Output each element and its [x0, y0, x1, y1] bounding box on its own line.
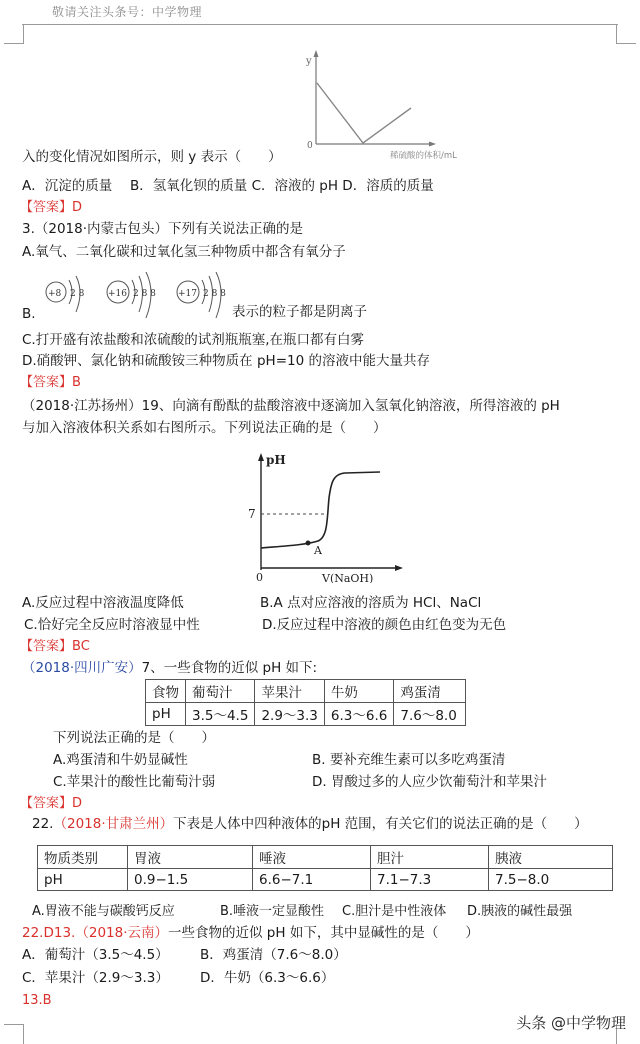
svg-text:0: 0 [307, 141, 313, 151]
q5-option-d: D.胰液的碱性最强 [467, 904, 573, 919]
table-row: pH 0.9−1.5 6.6−7.1 7.1−7.3 7.5−8.0 [38, 869, 613, 891]
q5-option-b: B.唾液一定显酸性 [220, 904, 325, 919]
svg-text:2 8 8: 2 8 8 [133, 289, 156, 299]
q2-stem: 3.（2018·内蒙古包头）下列有关说法正确的是 [22, 221, 304, 237]
q4-prompt: 下列说法正确的是（ ） [53, 730, 215, 746]
table-row: pH 3.5～4.5 2.9～3.3 6.3～6.6 7.6～8.0 [146, 703, 466, 726]
q6-answer: 13.B [22, 993, 52, 1008]
q3-option-a: A.反应过程中溶液温度降低 [22, 595, 184, 611]
q5-option-a: A.胃液不能与碳酸钙反应 [32, 904, 175, 919]
header-divider [22, 24, 618, 25]
q3-option-c: C.恰好完全反应时溶液显中性 [24, 617, 200, 633]
chart1-ylabel: y [306, 56, 312, 67]
q3-answer: 【答案】BC [20, 639, 90, 654]
chart1-xlabel: 稀硫酸的体积/mL [390, 151, 457, 160]
q5-stem-line: 22.（2018·甘肃兰州）下表是人体中四种液体的pH 范围，有关它们的说法正确的是（ ） [32, 816, 588, 832]
q3-option-d: D.反应过程中溶液的颜色由红色变为无色 [262, 617, 507, 633]
q3-stem-line1: （2018·江苏扬州）19、向滴有酚酞的盐酸溶液中逐滴加入氢氧化钠溶液，所得溶液的 pH [22, 398, 560, 414]
svg-text:+16: +16 [108, 289, 127, 299]
chart-y-vs-acid-volume [290, 40, 490, 160]
chart2-ytick-7: 7 [248, 507, 256, 521]
q4-option-a: A.鸡蛋清和牛奶显碱性 [53, 752, 188, 768]
q6-stem-line: 22.D13.（2018·云南）一些食物的近似 pH 如下，其中显碱性的是（ ） [22, 925, 479, 941]
q4-option-b: B. 要补充维生素可以多吃鸡蛋清 [312, 752, 506, 768]
chart2-xlabel: V(NaOH) [322, 572, 374, 583]
q2-answer: 【答案】B [20, 375, 81, 390]
q4-stem-line [22, 659, 317, 677]
q5-answer: 22.D [22, 925, 54, 941]
atom-s [107, 272, 156, 318]
q6-stem: 一些食物的近似 pH 如下，其中显碱性的是（ ） [168, 925, 479, 941]
chart-ph-vs-naoh [240, 448, 420, 583]
q3-stem-line2: 与加入溶液体积关系如右图所示。下列说法正确的是（ ） [22, 420, 387, 436]
q4-answer: 【答案】D [20, 796, 83, 811]
q4-option-d: D. 胃酸过多的人应少饮葡萄汁和苹果汁 [312, 774, 547, 790]
q1-options: A．沉淀的质量 B．氢氧化钡的质量 C．溶液的 pH D．溶质的质量 [22, 178, 434, 194]
svg-text:+8: +8 [48, 289, 62, 299]
table-header-row: 物质类别 胃液 唾液 胆汁 胰液 [38, 846, 613, 869]
crop-mark-bottom-left [4, 1024, 24, 1044]
q4-stem: 7、一些食物的近似 pH 如下: [141, 660, 318, 676]
crop-mark-top-left [4, 24, 24, 44]
q5-source: （2018·甘肃兰州） [53, 816, 174, 832]
q2-option-a: A.氧气、二氧化碳和过氧化氢三种物质中都含有氧分子 [22, 244, 346, 260]
chart2-point-a: A [314, 544, 322, 557]
crop-mark-top-right [616, 24, 636, 44]
atom-cl [177, 272, 226, 318]
q6-option-c: C．苹果汁（2.9～3.3） [22, 970, 169, 986]
svg-text:+17: +17 [178, 289, 197, 299]
q5-body-fluid-ph-table [37, 845, 613, 891]
svg-text:2 8: 2 8 [70, 289, 85, 299]
q1-stem: 入的变化情况如图所示，则 y 表示（ ） [22, 149, 282, 165]
q1-answer: 【答案】D [20, 200, 83, 215]
q2-option-b-suffix: 表示的粒子都是阴离子 [232, 304, 367, 320]
watermark: 头条 @中学物理 [516, 1014, 626, 1032]
q4-food-ph-table [145, 679, 466, 726]
svg-text:2 8 8: 2 8 8 [203, 289, 226, 299]
atom-o [46, 276, 85, 312]
chart2-ylabel: pH [266, 453, 286, 467]
q2-option-c: C.打开盛有浓盐酸和浓硫酸的试剂瓶瓶塞,在瓶口都有白雾 [22, 332, 365, 348]
svg-text:0: 0 [256, 571, 263, 583]
q2-option-d: D.硝酸钾、氯化钠和硫酸铵三种物质在 pH=10 的溶液中能大量共存 [22, 353, 430, 369]
q6-option-d: D．牛奶（6.3～6.6） [200, 970, 335, 986]
q3-option-b: B.A 点对应溶液的溶质为 HCl、NaCl [260, 595, 482, 611]
q6-option-b: B．鸡蛋清（7.6～8.0） [200, 947, 347, 963]
q5-option-c: C.胆汁是中性液体 [342, 904, 447, 919]
page-header: 敬请关注头条号：中学物理 [52, 5, 203, 19]
q2-option-b-prefix: B. [22, 306, 36, 322]
table-header-row: 食物 葡萄汁 苹果汁 牛奶 鸡蛋清 [146, 680, 466, 703]
q6-option-a: A．葡萄汁（3.5～4.5） [22, 947, 169, 963]
q4-source: （2018·四川广安） [22, 660, 142, 676]
q4-option-c: C.苹果汁的酸性比葡萄汁弱 [53, 774, 216, 790]
atom-structure-diagrams [42, 272, 242, 322]
q6-source: （2018·云南） [75, 925, 169, 941]
q5-stem: 下表是人体中四种液体的pH 范围，有关它们的说法正确的是（ ） [173, 816, 588, 832]
